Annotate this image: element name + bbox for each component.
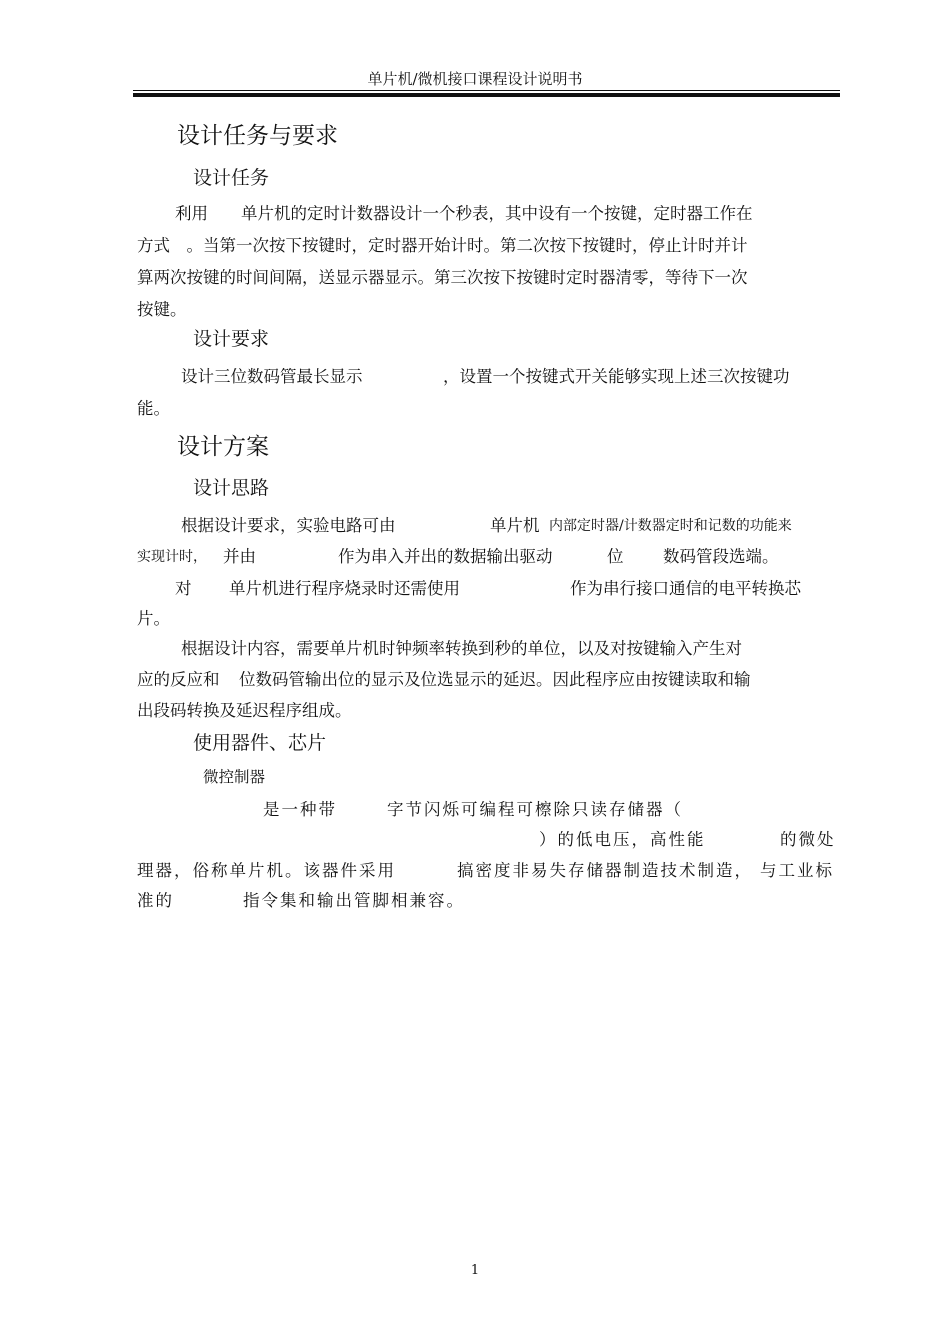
section-heading-design-plan: 设计方案	[177, 434, 269, 460]
idea-p2-line2: 片。	[137, 609, 170, 628]
idea-p3-line2a: 应的反应和	[137, 670, 220, 689]
subsection-heading-devices: 使用器件、芯片	[193, 732, 327, 754]
devices-line-3c: 与工业标	[760, 861, 834, 880]
devices-subheading-mcu: 微控制器	[203, 768, 266, 786]
idea-p1-line2c: 作为串入并出的数据输出驱动	[338, 547, 553, 566]
task-line-3: 算两次按键的时间间隔，送显示器显示。第三次按下按键时定时器清零，等待下一次	[137, 268, 748, 287]
idea-p1-line2d: 位	[607, 547, 624, 566]
task-line-2: 方式 。当第一次按下按键时，定时器开始计时。第二次按下按键时，停止计时并计	[137, 236, 748, 255]
devices-line-3a: 理器，俗称单片机。该器件采用	[137, 861, 396, 880]
idea-p1-line2a: 实现计时，	[137, 549, 207, 565]
idea-p1-line1a: 根据设计要求，实验电路可由	[181, 516, 396, 535]
idea-p3-line3: 出段码转换及延迟程序组成。	[137, 701, 352, 720]
idea-p1-line1c: 内部定时器/计数器定时和记数的功能来	[549, 518, 792, 534]
idea-p1-line2e: 数码管段选端。	[663, 547, 779, 566]
idea-p1-line1b: 单片机	[490, 516, 540, 535]
devices-line-1b: 字节闪烁可编程可檫除只读存储器（	[387, 800, 683, 819]
devices-line-3b: 搞密度非易失存储器制造技术制造，	[457, 861, 753, 880]
requirement-line-2: 能。	[137, 399, 170, 418]
subsection-heading-task: 设计任务	[193, 167, 270, 189]
running-header: 单片机/微机接口课程设计说明书	[367, 70, 583, 88]
devices-line-1a: 是一种带	[263, 800, 337, 819]
idea-p2-line1b: 单片机进行程序烧录时还需使用	[229, 579, 460, 598]
idea-p1-line2b: 并由	[223, 547, 256, 566]
task-line-4: 按键。	[137, 300, 187, 319]
subsection-heading-requirement: 设计要求	[193, 328, 270, 350]
header-rule-thin	[133, 90, 840, 91]
idea-p2-line1a: 对	[175, 579, 192, 598]
section-heading-task-requirements: 设计任务与要求	[177, 123, 338, 149]
page-number: 1	[470, 1263, 480, 1278]
devices-line-2b: 的微处	[780, 830, 836, 849]
devices-line-2a: ）的低电压，高性能	[539, 830, 706, 849]
subsection-heading-idea: 设计思路	[193, 477, 270, 499]
devices-line-4a: 准的	[137, 891, 174, 910]
idea-p3-line1: 根据设计内容，需要单片机时钟频率转换到秒的单位，以及对按键输入产生对	[181, 639, 742, 658]
idea-p2-line1c: 作为串行接口通信的电平转换芯	[570, 579, 801, 598]
requirement-line-1b: ，设置一个按键式开关能够实现上述三次按键功	[443, 367, 790, 386]
idea-p3-line2b: 位数码管输出位的显示及位选显示的延迟。因此程序应由按键读取和输	[239, 670, 751, 689]
task-line-1: 利用 单片机的定时计数器设计一个秒表，其中设有一个按键，定时器工作在	[175, 204, 753, 223]
header-rule-thick	[133, 93, 840, 97]
requirement-line-1a: 设计三位数码管最长显示	[181, 367, 363, 386]
devices-line-4b: 指令集和输出管脚相兼容。	[243, 891, 465, 910]
